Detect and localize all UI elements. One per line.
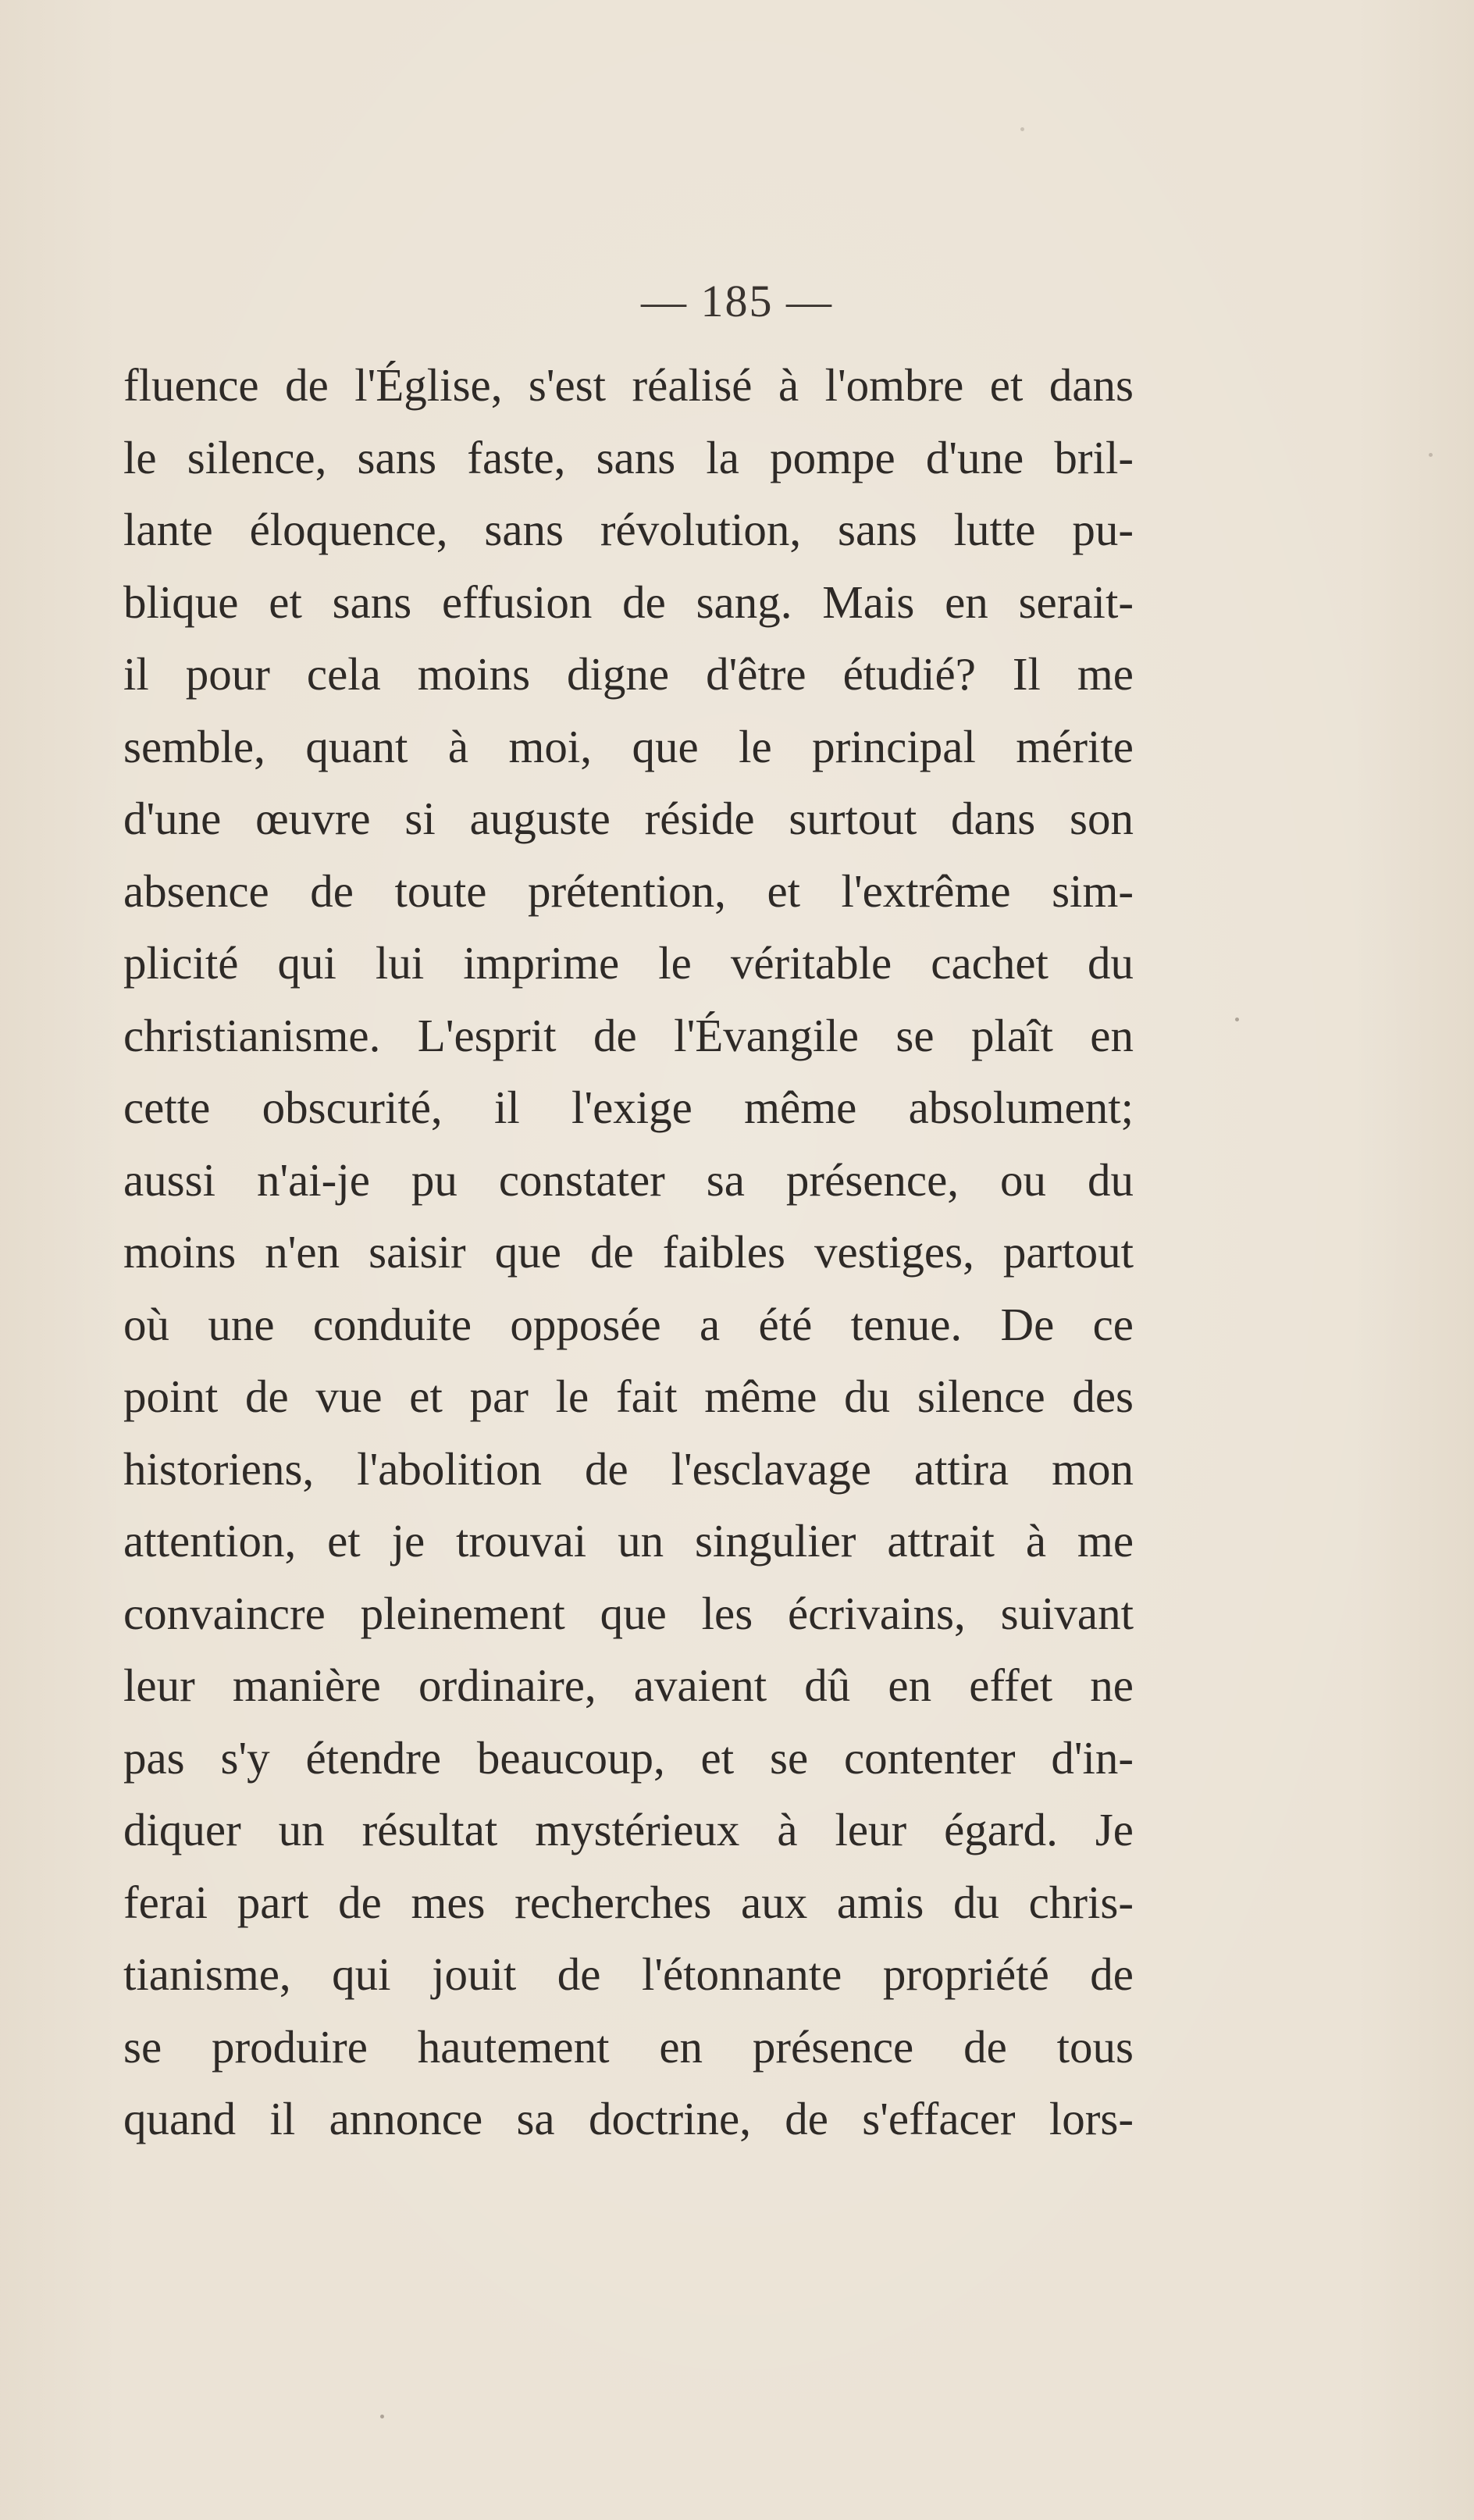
text-line: aussi n'ai-je pu constater sa présence, ou du: [123, 1153, 1134, 1206]
text-line: semble, quant à moi, que le principal mérite: [123, 720, 1134, 772]
text-line: où une conduite opposée a été tenue. De ce: [123, 1298, 1134, 1350]
body-text: [123, 349, 1134, 2155]
text-line: se produire hautement en présence de tous: [123, 2020, 1134, 2073]
page-number: — 185 —: [641, 276, 833, 326]
text-line: attention, et je trouvai un singulier attrait à me: [123, 1515, 1134, 1567]
text-line: moins n'en saisir que de faibles vestiges, partout: [123, 1226, 1134, 1278]
text-line: pas s'y étendre beaucoup, et se contenter d'in-: [123, 1731, 1134, 1784]
text-line: convaincre pleinement que les écrivains, suivant: [123, 1587, 1134, 1639]
text-line: lante éloquence, sans révolution, sans lutte pu-: [123, 504, 1134, 555]
text-line: historiens, l'abolition de l'esclavage attira mon: [123, 1442, 1134, 1495]
text-line: plicité qui lui imprime le véritable cachet du: [123, 937, 1134, 989]
text-line: christianisme. L'esprit de l'Évangile se plaît en: [123, 1009, 1134, 1061]
text-line: ferai part de mes recherches aux amis du chris-: [123, 1876, 1134, 1928]
text-line: il pour cela moins digne d'être étudié? Il me: [123, 648, 1134, 700]
text-line: le silence, sans faste, sans la pompe d'une bril-: [123, 431, 1134, 483]
paper-speck: [1429, 453, 1433, 457]
text-line: leur manière ordinaire, avaient dû en effet ne: [123, 1659, 1134, 1711]
paper-speck: [1020, 127, 1024, 131]
text-line: diquer un résultat mystérieux à leur égard. Je: [123, 1804, 1134, 1855]
text-line: blique et sans effusion de sang. Mais en serait-: [123, 576, 1134, 628]
text-line: cette obscurité, il l'exige même absolument;: [123, 1082, 1134, 1133]
text-line: fluence de l'Église, s'est réalisé à l'ombre et dans: [123, 359, 1134, 411]
text-line: quand il annonce sa doctrine, de s'effacer lors-: [123, 2093, 1134, 2144]
text-line: d'une œuvre si auguste réside surtout dans son: [123, 793, 1134, 844]
text-line: point de vue et par le fait même du silence des: [123, 1370, 1134, 1422]
paper-speck: [1235, 1018, 1239, 1021]
text-line: absence de toute prétention, et l'extrême sim-: [123, 864, 1134, 917]
paper-speck: [380, 2415, 384, 2418]
text-line: tianisme, qui jouit de l'étonnante propriété de: [123, 1948, 1134, 2000]
